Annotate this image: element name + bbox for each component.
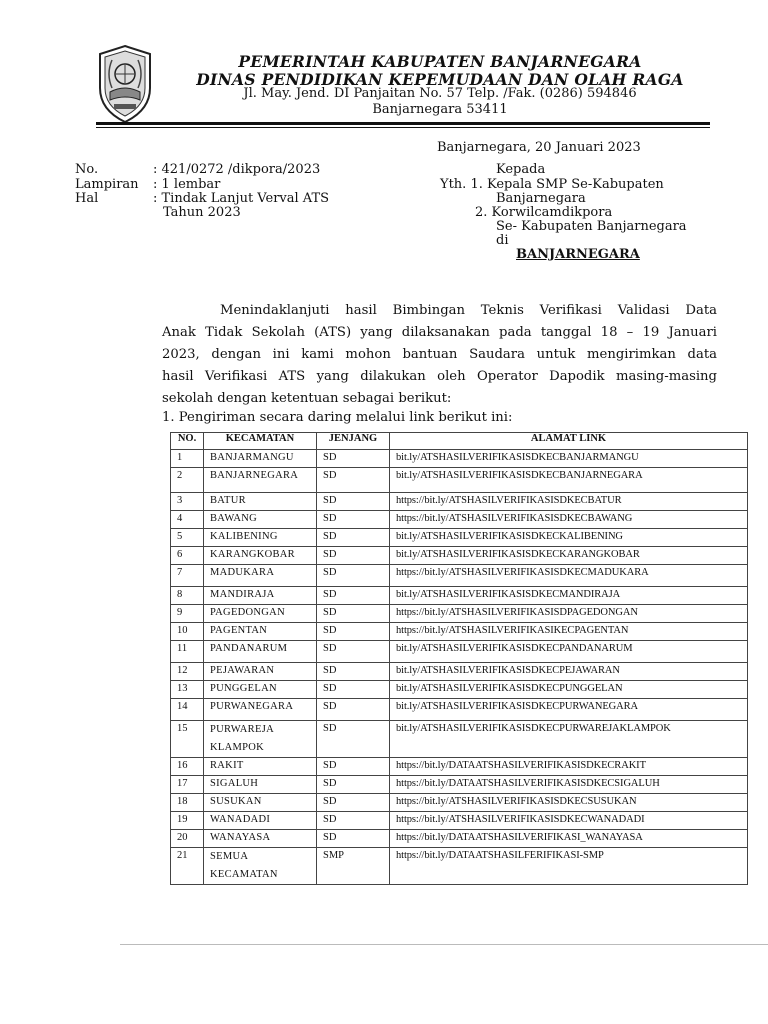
table-row: [171, 794, 748, 812]
table-row: [171, 605, 748, 623]
table-row: [171, 663, 748, 681]
cell-link[interactable]: [390, 641, 748, 663]
recipient-yth2: 2. Korwilcamdikpora: [475, 205, 613, 220]
cell-kecamatan: [204, 848, 317, 885]
cell-kecamatan: [204, 529, 317, 547]
table-row: [171, 641, 748, 663]
cell-kecamatan: [204, 605, 317, 623]
cell-link[interactable]: [390, 776, 748, 794]
cell-no: [171, 511, 204, 529]
cell-link-text: https://bit.ly/DATAATSHASILVERIFIKASI_WANAYASA: [396, 832, 643, 843]
letter-date: Banjarnegara, 20 Januari 2023: [437, 140, 641, 155]
cell-no: [171, 663, 204, 681]
cell-kecamatan-text: SEMUA: [210, 851, 249, 862]
cell-link[interactable]: [390, 721, 748, 758]
table-row: [171, 758, 748, 776]
cell-no: [171, 493, 204, 511]
cell-jenjang-text: SD: [323, 832, 337, 843]
cell-no-text: 8: [177, 589, 183, 600]
cell-kecamatan: [204, 663, 317, 681]
cell-kecamatan-text: BAWANG: [210, 513, 258, 524]
cell-link-text: https://bit.ly/DATAATSHASILVERIFIKASISDKECSIGALUH: [396, 778, 660, 789]
cell-jenjang: [317, 605, 390, 623]
cell-jenjang-text: SD: [323, 796, 337, 807]
cell-jenjang: [317, 830, 390, 848]
cell-jenjang: [317, 681, 390, 699]
table-row: [171, 511, 748, 529]
link-table: [170, 432, 748, 885]
cell-kecamatan-text: PUNGGELAN: [210, 683, 277, 694]
cell-jenjang-text: SD: [323, 589, 337, 600]
cell-jenjang-text: SD: [323, 607, 337, 618]
cell-no-text: 11: [177, 643, 188, 654]
cell-no: [171, 830, 204, 848]
cell-no-text: 5: [177, 531, 183, 542]
header-agency-line1: PEMERINTAH KABUPATEN BANJARNEGARA: [238, 52, 642, 71]
cell-no: [171, 547, 204, 565]
cell-kecamatan-text: KALIBENING: [210, 531, 278, 542]
cell-no-text: 19: [177, 814, 188, 825]
cell-no-text: 3: [177, 495, 183, 506]
cell-kecamatan-text: PANDANARUM: [210, 643, 288, 654]
cell-no: [171, 721, 204, 758]
cell-jenjang-text: SD: [323, 643, 337, 654]
cell-jenjang-text: SD: [323, 567, 337, 578]
cell-link-text: https://bit.ly/ATSHASILVERIFIKASIKECPAGENTAN: [396, 625, 629, 636]
cell-no-text: 9: [177, 607, 183, 618]
cell-jenjang: [317, 623, 390, 641]
body-line: hasil Verifikasi ATS yang dilakukan oleh Operator Dapodik masing-masing: [162, 369, 717, 384]
col-header-kecamatan: KECAMATAN: [204, 433, 317, 450]
cell-no-text: 18: [177, 796, 188, 807]
cell-jenjang: [317, 493, 390, 511]
cell-jenjang: [317, 758, 390, 776]
cell-kecamatan: [204, 758, 317, 776]
cell-no-text: 6: [177, 549, 183, 560]
cell-jenjang-text: SD: [323, 625, 337, 636]
cell-no: [171, 587, 204, 605]
cell-link[interactable]: [390, 605, 748, 623]
cell-no-text: 20: [177, 832, 188, 843]
cell-jenjang-text: SD: [323, 513, 337, 524]
body-line: sekolah dengan ketentuan sebagai berikut:: [162, 391, 452, 406]
cell-link[interactable]: [390, 547, 748, 565]
recipient-place: BANJARNEGARA: [516, 247, 640, 262]
meta-lampiran-label: Lampiran: [75, 177, 139, 192]
body-line: Anak Tidak Sekolah (ATS) yang dilaksanakan pada tanggal 18 – 19 Januari: [162, 325, 717, 340]
cell-link[interactable]: [390, 681, 748, 699]
cell-jenjang: [317, 848, 390, 885]
cell-kecamatan-text: SUSUKAN: [210, 796, 262, 807]
header-address: Jl. May. Jend. DI Panjaitan No. 57 Telp. /Fak. (0286) 594846: [243, 86, 637, 101]
cell-no-text: 1: [177, 452, 183, 463]
cell-jenjang: [317, 565, 390, 587]
cell-jenjang: [317, 794, 390, 812]
cell-link-text: bit.ly/ATSHASILVERIFIKASISDKECKALIBENING: [396, 531, 623, 542]
cell-kecamatan-text: RAKIT: [210, 760, 244, 771]
cell-link[interactable]: [390, 794, 748, 812]
cell-kecamatan-text: KARANGKOBAR: [210, 549, 295, 560]
cell-link[interactable]: [390, 758, 748, 776]
cell-no: [171, 699, 204, 721]
regency-coat-of-arms-icon: [94, 44, 156, 124]
cell-jenjang-text: SD: [323, 495, 337, 506]
cell-link-text: bit.ly/ATSHASILVERIFIKASISDKECPANDANARUM: [396, 643, 633, 654]
cell-jenjang-text: SD: [323, 701, 337, 712]
cell-no: [171, 641, 204, 663]
cell-kecamatan: [204, 681, 317, 699]
cell-jenjang: [317, 663, 390, 681]
cell-jenjang-text: SD: [323, 814, 337, 825]
cell-kecamatan-text: WANAYASA: [210, 832, 271, 843]
body-line: 2023, dengan ini kami mohon bantuan Saudara untuk mengirimkan data: [162, 347, 717, 362]
col-header-no: NO.: [171, 433, 204, 450]
cell-jenjang: [317, 511, 390, 529]
cell-kecamatan: [204, 468, 317, 493]
cell-no-text: 17: [177, 778, 188, 789]
table-row: [171, 587, 748, 605]
cell-no: [171, 623, 204, 641]
cell-kecamatan: [204, 812, 317, 830]
cell-jenjang: [317, 699, 390, 721]
meta-no-value: : 421/0272 /dikpora/2023: [153, 162, 321, 177]
cell-no-text: 13: [177, 683, 188, 694]
cell-kecamatan: [204, 641, 317, 663]
cell-link[interactable]: [390, 587, 748, 605]
cell-link[interactable]: [390, 623, 748, 641]
cell-link[interactable]: [390, 511, 748, 529]
header-city: Banjarnegara 53411: [372, 102, 508, 117]
table-row: [171, 450, 748, 468]
cell-jenjang-text: SD: [323, 452, 337, 463]
table-row: [171, 681, 748, 699]
recipient-kepada: Kepada: [496, 162, 546, 177]
cell-link-text: https://bit.ly/DATAATSHASILFERIFIKASI-SMP: [396, 850, 604, 861]
table-row: [171, 721, 748, 758]
cell-link[interactable]: [390, 699, 748, 721]
cell-no-text: 10: [177, 625, 188, 636]
cell-link-text: https://bit.ly/DATAATSHASILVERIFIKASISDKECRAKIT: [396, 760, 646, 771]
cell-kecamatan-text: PURWAREJA: [210, 724, 274, 735]
cell-link-text: bit.ly/ATSHASILVERIFIKASISDKECBANJARMANGU: [396, 452, 639, 463]
cell-kecamatan-text: BANJARNEGARA: [210, 470, 299, 481]
cell-kecamatan: [204, 493, 317, 511]
cell-kecamatan: [204, 776, 317, 794]
cell-link-text: https://bit.ly/ATSHASILVERIFIKASISDKECMADUKARA: [396, 567, 649, 578]
col-header-link: ALAMAT LINK: [390, 433, 748, 450]
table-row: [171, 699, 748, 721]
body-paragraph: [162, 300, 717, 410]
cell-no: [171, 848, 204, 885]
cell-jenjang: [317, 812, 390, 830]
cell-jenjang: [317, 529, 390, 547]
cell-no: [171, 468, 204, 493]
cell-link[interactable]: [390, 468, 748, 493]
cell-no: [171, 565, 204, 587]
cell-jenjang: [317, 721, 390, 758]
table-row: [171, 493, 748, 511]
cell-link-text: bit.ly/ATSHASILVERIFIKASISDKECPEJAWARAN: [396, 665, 620, 676]
table-row: [171, 468, 748, 493]
recipient-yth1-cont: Banjarnegara: [496, 191, 586, 206]
body-line: Menindaklanjuti hasil Bimbingan Teknis Verifikasi Validasi Data: [220, 303, 717, 318]
cell-link[interactable]: [390, 565, 748, 587]
cell-link-text: https://bit.ly/ATSHASILVERIFIKASISDKECBATUR: [396, 495, 622, 506]
cell-jenjang: [317, 547, 390, 565]
recipient-di: di: [496, 233, 509, 248]
cell-no-text: 7: [177, 567, 183, 578]
cell-link[interactable]: [390, 830, 748, 848]
cell-no-text: 4: [177, 513, 183, 524]
cell-kecamatan: [204, 565, 317, 587]
table-row: [171, 547, 748, 565]
cell-jenjang: [317, 641, 390, 663]
cell-no: [171, 758, 204, 776]
cell-no: [171, 681, 204, 699]
cell-kecamatan-text: WANADADI: [210, 814, 271, 825]
cell-kecamatan: [204, 450, 317, 468]
cell-jenjang: [317, 776, 390, 794]
cell-kecamatan: [204, 511, 317, 529]
cell-link-text: bit.ly/ATSHASILVERIFIKASISDKECMANDIRAJA: [396, 589, 621, 600]
cell-kecamatan-text: MADUKARA: [210, 567, 275, 578]
cell-no: [171, 812, 204, 830]
cell-link-text: bit.ly/ATSHASILVERIFIKASISDKECPUNGGELAN: [396, 683, 623, 694]
cell-no: [171, 794, 204, 812]
cell-jenjang-text: SD: [323, 760, 337, 771]
cell-link-text: bit.ly/ATSHASILVERIFIKASISDKECPURWAREJAKLAMPOK: [396, 723, 671, 734]
meta-lampiran-value: : 1 lembar: [153, 177, 221, 192]
cell-kecamatan: [204, 721, 317, 758]
cell-link[interactable]: [390, 529, 748, 547]
meta-hal-label: Hal: [75, 191, 99, 206]
cell-kecamatan: [204, 830, 317, 848]
page-bottom-edge: [120, 944, 768, 945]
cell-link[interactable]: [390, 450, 748, 468]
cell-link[interactable]: [390, 663, 748, 681]
cell-kecamatan: [204, 794, 317, 812]
cell-kecamatan-text: PAGENTAN: [210, 625, 268, 636]
cell-no-text: 15: [177, 723, 188, 734]
cell-kecamatan-text: PURWANEGARA: [210, 701, 294, 712]
meta-hal-value: : Tindak Lanjut Verval ATS: [153, 191, 330, 206]
cell-jenjang-text: SD: [323, 723, 337, 734]
header-rule-thick: [96, 122, 710, 125]
cell-jenjang-text: SD: [323, 778, 337, 789]
cell-kecamatan-text: PEJAWARAN: [210, 665, 275, 676]
cell-kecamatan-text: BANJARMANGU: [210, 452, 294, 463]
cell-kecamatan: [204, 587, 317, 605]
meta-no-label: No.: [75, 162, 99, 177]
cell-link[interactable]: [390, 848, 748, 885]
cell-jenjang: [317, 450, 390, 468]
table-header-row: [171, 433, 748, 450]
table-row: [171, 848, 748, 885]
recipient-yth2-cont: Se- Kabupaten Banjarnegara: [496, 219, 687, 234]
cell-kecamatan: [204, 547, 317, 565]
cell-link[interactable]: [390, 812, 748, 830]
cell-link-text: bit.ly/ATSHASILVERIFIKASISDKECPURWANEGARA: [396, 701, 638, 712]
cell-no-text: 2: [177, 470, 183, 481]
cell-no: [171, 529, 204, 547]
table-row: [171, 776, 748, 794]
cell-link-text: https://bit.ly/ATSHASILVERIFIKASISDKECWANADADI: [396, 814, 645, 825]
cell-no-text: 16: [177, 760, 188, 771]
cell-link-text: https://bit.ly/ATSHASILVERIFIKASISDKECBAWANG: [396, 513, 633, 524]
header-agency-line2: DINAS PENDIDIKAN KEPEMUDAAN DAN OLAH RAGA: [196, 70, 684, 89]
cell-no: [171, 450, 204, 468]
cell-jenjang-text: SD: [323, 549, 337, 560]
cell-no-text: 21: [177, 850, 188, 861]
cell-kecamatan: [204, 623, 317, 641]
cell-no-text: 12: [177, 665, 188, 676]
body-point-1: 1. Pengiriman secara daring melalui link berikut ini:: [162, 410, 513, 425]
cell-jenjang: [317, 468, 390, 493]
cell-jenjang-text: SD: [323, 665, 337, 676]
cell-link-text: https://bit.ly/ATSHASILVERIFIKASISDPAGEDONGAN: [396, 607, 638, 618]
cell-kecamatan-text: MANDIRAJA: [210, 589, 275, 600]
cell-jenjang-text: SD: [323, 470, 337, 481]
cell-link-text: bit.ly/ATSHASILVERIFIKASISDKECKARANGKOBAR: [396, 549, 640, 560]
cell-link-text: https://bit.ly/ATSHASILVERIFIKASISDKECSUSUKAN: [396, 796, 637, 807]
cell-kecamatan-text-cont: KECAMATAN: [210, 869, 278, 880]
cell-kecamatan-text-cont: KLAMPOK: [210, 742, 265, 753]
table-row: [171, 623, 748, 641]
cell-no-text: 14: [177, 701, 188, 712]
header-rule-thin: [96, 127, 710, 128]
table-row: [171, 812, 748, 830]
table-row: [171, 565, 748, 587]
recipient-yth1: Yth. 1. Kepala SMP Se-Kabupaten: [440, 177, 664, 192]
table-row: [171, 529, 748, 547]
cell-jenjang-text: SD: [323, 683, 337, 694]
cell-kecamatan: [204, 699, 317, 721]
table-row: [171, 830, 748, 848]
cell-jenjang: [317, 587, 390, 605]
col-header-jenjang: JENJANG: [317, 433, 390, 450]
meta-hal-value-cont: Tahun 2023: [163, 205, 241, 220]
cell-kecamatan-text: BATUR: [210, 495, 246, 506]
cell-no: [171, 776, 204, 794]
cell-link-text: bit.ly/ATSHASILVERIFIKASISDKECBANJARNEGARA: [396, 470, 643, 481]
cell-jenjang-text: SMP: [323, 850, 345, 861]
cell-link[interactable]: [390, 493, 748, 511]
cell-kecamatan-text: PAGEDONGAN: [210, 607, 285, 618]
cell-jenjang-text: SD: [323, 531, 337, 542]
cell-no: [171, 605, 204, 623]
cell-kecamatan-text: SIGALUH: [210, 778, 259, 789]
